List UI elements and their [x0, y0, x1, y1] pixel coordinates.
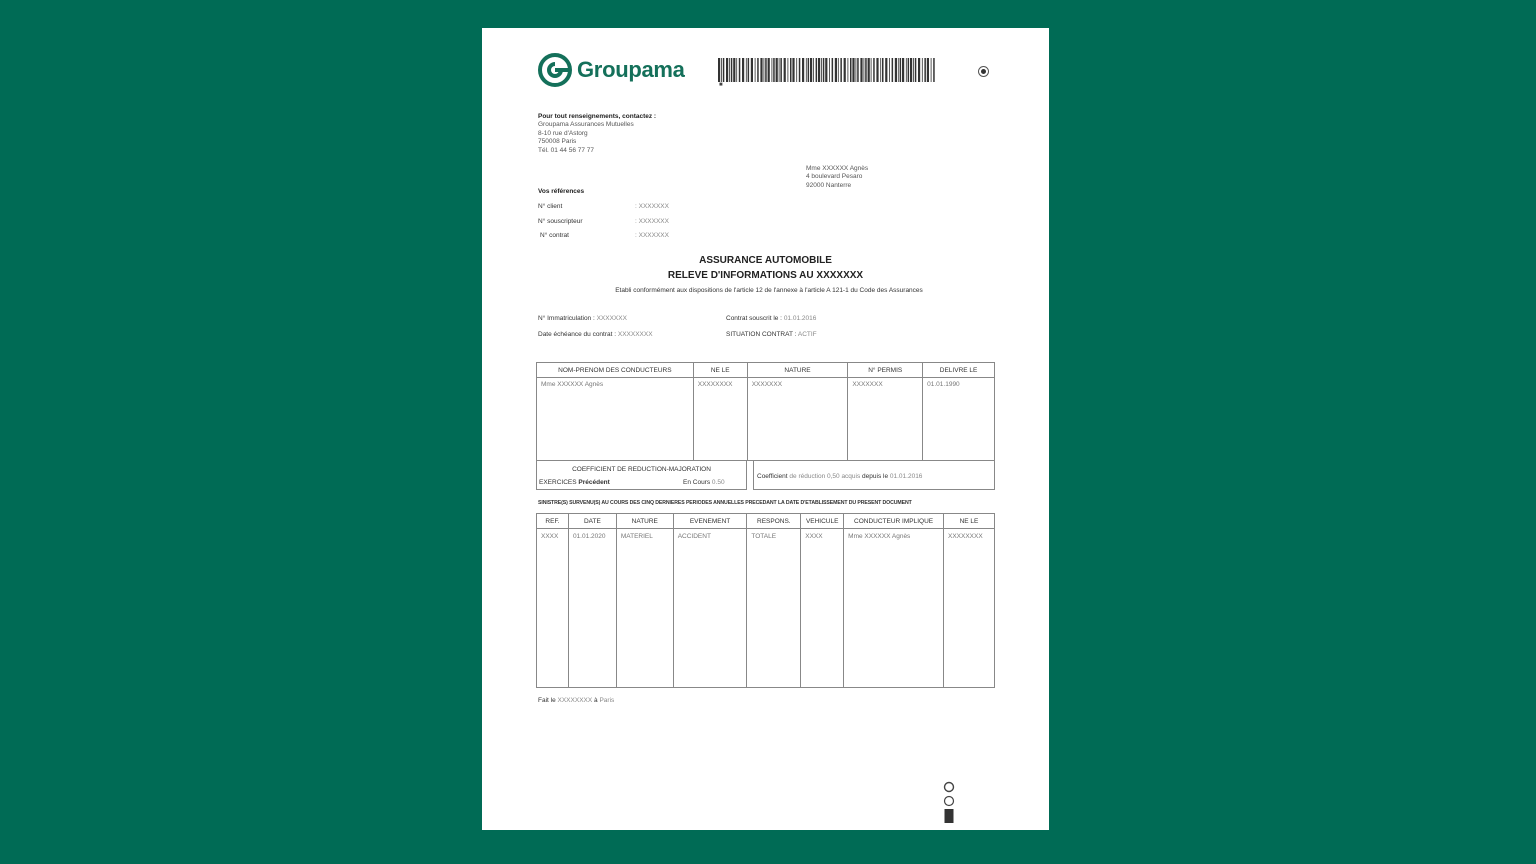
coefficient-detail: [757, 473, 922, 480]
barcode-marker: ■: [719, 82, 723, 88]
precedent-label: Précédent: [578, 479, 610, 486]
barcode-bar: [915, 58, 917, 82]
barcode-bar: [924, 58, 926, 82]
barcode: [718, 58, 938, 82]
drivers-table: [536, 362, 995, 461]
table-cell: Mme XXXXXX Agnès: [844, 529, 944, 688]
legal-reference: Etabli conformément aux dispositions de l'article 12 de l'annexe à l'article A 121-1 du Code des Assurances: [615, 287, 923, 294]
echeance-label: Date échéance du contrat :: [538, 331, 617, 338]
barcode-bar: [913, 58, 914, 82]
reference-label: N° souscripteur: [538, 218, 583, 225]
barcode-bar: [788, 58, 789, 82]
contact-line: 750008 Paris: [538, 138, 577, 146]
table-cell: ACCIDENT: [673, 529, 747, 688]
barcode-bar: [931, 58, 932, 82]
fait-le-date: XXXXXXXX: [557, 697, 593, 704]
table-cell: TOTALE: [747, 529, 801, 688]
table-row: [537, 378, 995, 461]
barcode-bar: [825, 58, 827, 82]
immatriculation-value: XXXXXXX: [596, 315, 627, 322]
barcode-bar: [873, 58, 875, 82]
depuis-label: depuis le: [862, 473, 889, 480]
barcode-bar: [865, 58, 867, 82]
barcode-bar: [802, 58, 804, 82]
groupama-logo-icon: [537, 52, 573, 88]
header-cell: N° PERMIS: [848, 363, 923, 378]
barcode-bar: [739, 58, 741, 82]
immatriculation-label: N° Immatriculation :: [538, 315, 595, 322]
recipient-line: 4 boulevard Pesaro: [806, 173, 863, 181]
recipient-line: 92000 Nanterre: [806, 181, 852, 189]
barcode-bar: [757, 58, 759, 82]
header-cell: REF.: [537, 514, 569, 529]
signature-line: [538, 697, 614, 704]
barcode-bar: [731, 58, 733, 82]
barcode-bar: [792, 58, 794, 82]
contact-line: Groupama Assurances Mutuelles: [538, 121, 634, 129]
barcode-bar: [857, 58, 859, 82]
barcode-bar: [864, 58, 865, 82]
barcode-bar: [895, 58, 897, 82]
a-label: à: [594, 697, 598, 704]
barcode-bar: [910, 58, 912, 82]
barcode-bar: [892, 58, 894, 82]
barcode-bar: [736, 58, 737, 82]
contact-line: Tél. 01 44 56 77 77: [538, 146, 595, 154]
barcode-bar: [723, 58, 725, 82]
reference-row: [540, 232, 740, 239]
table-cell: MATERIEL: [616, 529, 673, 688]
barcode-bar: [813, 58, 814, 82]
barcode-bar: [889, 58, 890, 82]
barcode-bar: [922, 58, 923, 82]
barcode-bar: [799, 58, 801, 82]
references-title: Vos références: [538, 188, 585, 195]
souscrit-label: Contrat souscrit le :: [726, 315, 782, 322]
contact-block: [538, 113, 758, 155]
barcode-bar: [882, 58, 884, 82]
barcode-bar: [918, 58, 920, 82]
barcode-bar: [742, 58, 744, 82]
claims-title: SINISTRE(S) SURVENU(S) AU COURS DES CINQ DERNIERES PERIODES ANNUELLES PRECEDANT LA DATE D'ETABLISSEMENT DU PRESENT DOCUMENT: [538, 500, 912, 506]
barcode-bar: [721, 58, 722, 82]
table-row: [537, 529, 995, 688]
city: Paris: [599, 697, 615, 704]
table-cell: XXXXXXX: [848, 378, 923, 461]
fait-le-label: Fait le: [538, 697, 556, 704]
recipient-address: [806, 165, 946, 190]
table-cell: 01.01.1990: [923, 378, 995, 461]
barcode-bar: [779, 58, 780, 82]
barcode-bar: [844, 58, 846, 82]
header-cell: CONDUCTEUR IMPLIQUE: [844, 514, 944, 529]
reference-row: [538, 203, 738, 210]
barcode-bar: [838, 58, 839, 82]
table-cell: 01.01.2020: [568, 529, 616, 688]
coefficient-detail-box: [753, 460, 995, 490]
document-page: [482, 28, 1049, 830]
barcode-bar: [885, 58, 887, 82]
reference-row: [538, 218, 738, 225]
document-subtitle-main: RELEVE D'INFORMATIONS AU XXXXXXX: [667, 270, 864, 281]
barcode-bar: [871, 58, 872, 82]
groupama-logo: [537, 52, 685, 88]
barcode-bar: [848, 58, 849, 82]
table-cell: Mme XXXXXX Agnès: [537, 378, 694, 461]
barcode-bar: [933, 58, 935, 82]
header-cell: RESPONS.: [747, 514, 801, 529]
situation-value: ACTIF: [797, 331, 817, 338]
barcode-bar: [832, 58, 834, 82]
barcode-bar: [906, 58, 907, 82]
souscrit-info: [726, 315, 816, 322]
barcode-bar: [860, 58, 862, 82]
barcode-bar: [856, 58, 857, 82]
coefficient-box: [536, 460, 747, 490]
barcode-bar: [773, 58, 775, 82]
en-cours-row: [683, 479, 725, 486]
barcode-bar: [765, 58, 767, 82]
barcode-bar: [808, 58, 810, 82]
document-title: ASSURANCE AUTOMOBILE: [699, 255, 832, 266]
barcode-bar: [733, 58, 735, 82]
recycling-logo-icon: [942, 781, 956, 825]
barcode-bar: [748, 58, 750, 82]
barcode-bar: [876, 58, 878, 82]
barcode-bar: [784, 58, 786, 82]
header-cell: DELIVRE LE: [923, 363, 995, 378]
table-cell: XXXX: [801, 529, 844, 688]
barcode-bar: [796, 58, 797, 82]
drivers-header-row: [537, 363, 995, 378]
barcode-bar: [780, 58, 782, 82]
barcode-bar: [751, 58, 753, 82]
barcode-bar: [806, 58, 807, 82]
contact-heading: Pour tout renseignements, contactez :: [538, 113, 657, 120]
barcode-bar: [868, 58, 870, 82]
header-cell: NE LE: [944, 514, 995, 529]
table-cell: XXXXXXXX: [944, 529, 995, 688]
barcode-bar: [927, 58, 929, 82]
header-cell: VEHICULE: [801, 514, 844, 529]
barcode-bar: [821, 58, 822, 82]
barcode-bar: [726, 58, 728, 82]
coefficient-title: COEFFICIENT DE REDUCTION-MAJORATION: [572, 466, 711, 473]
immatriculation-info: [538, 315, 627, 322]
header-cell: NATURE: [616, 514, 673, 529]
barcode-bar: [829, 58, 830, 82]
barcode-bar: [776, 58, 778, 82]
situation-info: [726, 331, 817, 338]
header-cell: NATURE: [747, 363, 848, 378]
barcode-bar: [764, 58, 765, 82]
barcode-bar: [718, 58, 720, 82]
barcode-bar: [900, 58, 902, 82]
reference-value: : XXXXXXX: [635, 232, 669, 239]
echeance-info: [538, 331, 653, 338]
header-cell: DATE: [568, 514, 616, 529]
claims-header-row: [537, 514, 995, 529]
brand-name: Groupama: [577, 57, 685, 82]
barcode-bar: [772, 58, 773, 82]
barcode-bar: [852, 58, 854, 82]
barcode-bar: [850, 58, 852, 82]
barcode-bar: [768, 58, 770, 82]
table-cell: XXXXXXXX: [693, 378, 747, 461]
barcode-bar: [810, 58, 812, 82]
registration-mark-icon: [978, 66, 989, 77]
barcode-bar: [908, 58, 910, 82]
reference-label: N° contrat: [540, 232, 569, 239]
barcode-bar: [790, 58, 792, 82]
barcode-bar: [746, 58, 747, 82]
depuis-value: 01.01.2016: [889, 473, 923, 480]
echeance-value: XXXXXXXX: [617, 331, 653, 338]
table-cell: XXXX: [537, 529, 569, 688]
coefficient-label: Coefficient: [757, 473, 788, 480]
contact-line: 8-10 rue d'Astorg: [538, 129, 588, 137]
exercices-label: EXERCICES: [539, 479, 577, 486]
reference-value: : XXXXXXX: [635, 203, 669, 210]
barcode-bar: [835, 58, 837, 82]
barcode-bar: [840, 58, 842, 82]
table-cell: XXXXXXX: [747, 378, 848, 461]
souscrit-value: 01.01.2016: [783, 315, 817, 322]
barcode-bar: [823, 58, 825, 82]
reference-label: N° client: [538, 203, 563, 210]
en-cours-value: 0.50: [711, 479, 725, 486]
situation-label: SITUATION CONTRAT :: [726, 331, 797, 338]
barcode-bar: [755, 58, 756, 82]
barcode-bar: [898, 58, 899, 82]
en-cours-label: En Cours: [683, 479, 711, 486]
reference-value: : XXXXXXX: [635, 218, 669, 225]
barcode-bar: [902, 58, 904, 82]
coefficient-text: de réduction 0,50 acquis: [789, 473, 861, 480]
exercices-row: [539, 479, 610, 486]
header-cell: NOM-PRENOM DES CONDUCTEURS: [537, 363, 694, 378]
claims-table: [536, 513, 995, 688]
barcode-bar: [729, 58, 730, 82]
recipient-line: Mme XXXXXX Agnès: [806, 165, 869, 172]
barcode-bar: [760, 58, 762, 82]
barcode-bar: [880, 58, 881, 82]
header-cell: NE LE: [693, 363, 747, 378]
barcode-bar: [818, 58, 820, 82]
header-cell: EVENEMENT: [673, 514, 747, 529]
barcode-bar: [816, 58, 818, 82]
